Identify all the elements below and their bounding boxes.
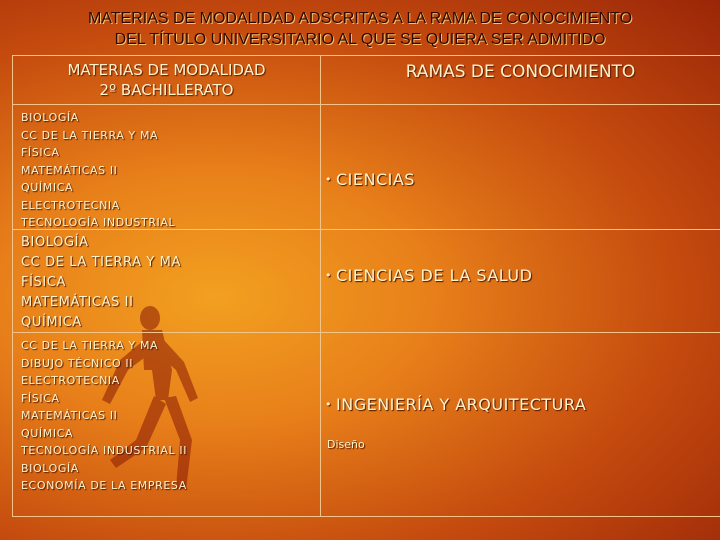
- header-materias-line-1: MATERIAS DE MODALIDAD: [67, 61, 266, 79]
- list-item: FÍSICA: [21, 391, 60, 405]
- header-materias: [13, 60, 320, 100]
- list-item: MATEMÁTICAS II: [21, 409, 118, 422]
- rama-ciencias: [325, 170, 415, 189]
- list-item: TECNOLOGÍA INDUSTRIAL: [21, 216, 176, 229]
- list-item: QUÍMICA: [21, 315, 82, 330]
- note-diseno: Diseño: [327, 438, 365, 451]
- list-item: DIBUJO TÉCNICO II: [21, 356, 134, 370]
- header-materias-line-2: 2º BACHILLERATO: [99, 81, 234, 99]
- column-divider: [320, 56, 321, 516]
- list-item: QUÍMICA: [21, 426, 74, 440]
- list-item: CC DE LA TIERRA Y MA: [21, 128, 159, 142]
- title-line-1: MATERIAS DE MODALIDAD ADSCRITAS A LA RAMA DE CONOCIMIENTO: [87, 10, 633, 27]
- list-item: ECONOMÍA DE LA EMPRESA: [21, 479, 187, 492]
- list-item: BIOLOGÍA: [21, 461, 79, 475]
- materias-list-salud: [21, 233, 181, 333]
- rama-ingenieria-arquitectura: [325, 395, 586, 414]
- bullet-icon: •: [325, 398, 332, 411]
- title-line-2: DEL TÍTULO UNIVERSITARIO AL QUE SE QUIERA SER ADMITIDO: [114, 31, 606, 48]
- list-item: CC DE LA TIERRA Y MA: [21, 339, 159, 352]
- list-item: ELECTROTECNIA: [21, 374, 120, 387]
- list-item: ELECTROTECNIA: [21, 198, 120, 212]
- header-ramas: RAMAS DE CONOCIMIENTO: [405, 62, 636, 82]
- list-item: FÍSICA: [21, 146, 60, 159]
- bullet-icon: •: [325, 269, 332, 282]
- list-item: QUÍMICA: [21, 181, 74, 194]
- list-item: MATEMÁTICAS II: [21, 163, 118, 177]
- materias-list-ingenieria: [21, 337, 187, 495]
- materias-list-ciencias: [21, 109, 175, 232]
- bullet-icon: •: [325, 173, 332, 186]
- materias-table: [12, 55, 720, 517]
- row-divider: [13, 104, 720, 105]
- rama-ciencias-salud: [325, 266, 532, 285]
- list-item: MATEMÁTICAS II: [21, 295, 134, 310]
- list-item: BIOLOGÍA: [21, 235, 89, 250]
- slide-title: [0, 8, 720, 50]
- rama-label: INGENIERÍA Y ARQUITECTURA: [336, 395, 587, 414]
- rama-label: CIENCIAS DE LA SALUD: [336, 266, 533, 285]
- list-item: FÍSICA: [21, 275, 66, 290]
- rama-label: CIENCIAS: [336, 170, 415, 189]
- list-item: CC DE LA TIERRA Y MA: [21, 255, 181, 270]
- list-item: TECNOLOGÍA INDUSTRIAL II: [21, 444, 188, 457]
- list-item: BIOLOGÍA: [21, 111, 79, 124]
